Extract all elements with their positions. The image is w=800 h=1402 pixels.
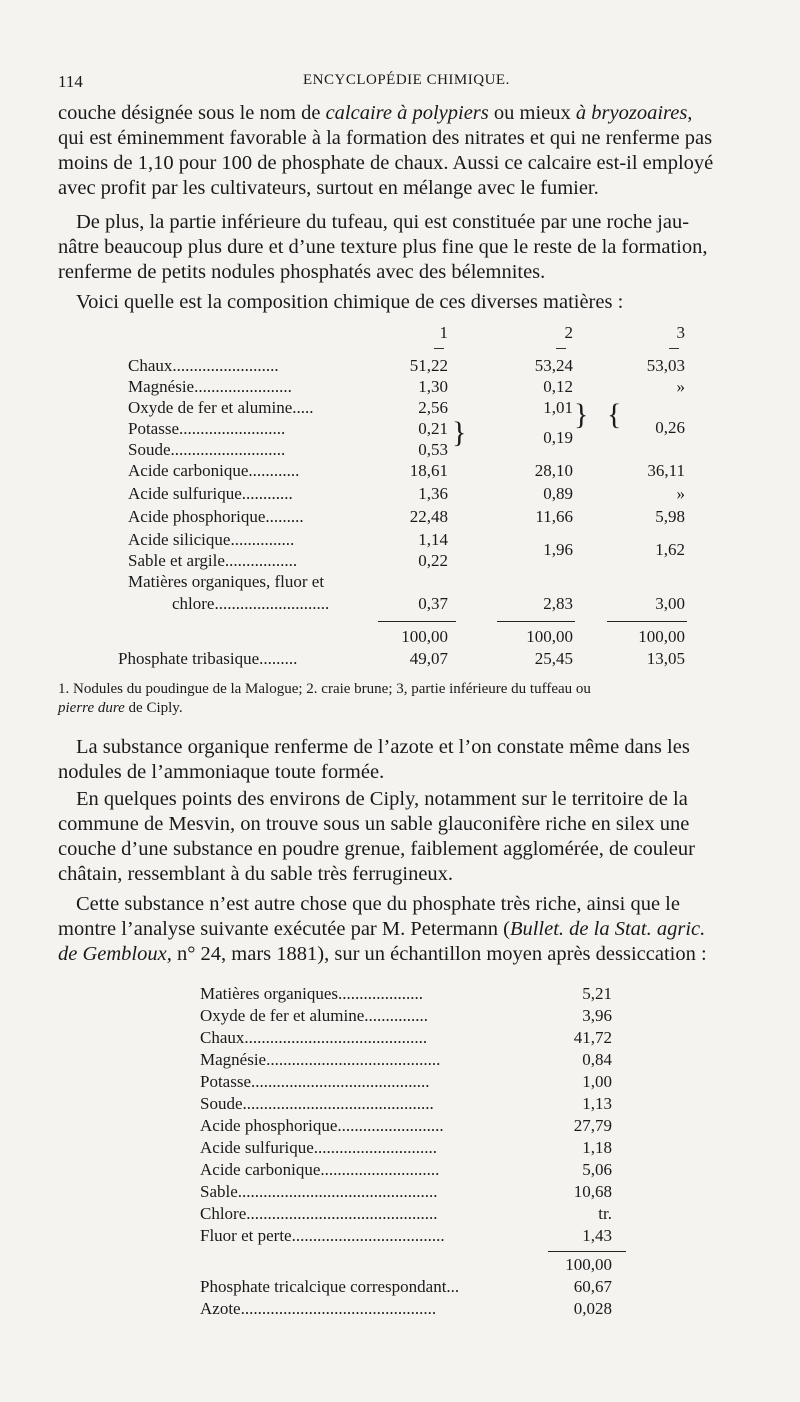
- table-cell-grouped: 1,62: [655, 540, 685, 559]
- table-row-label: Acide phosphorique.........: [128, 507, 304, 526]
- column-dash: [669, 348, 679, 349]
- analysis-value: 0,84: [582, 1050, 612, 1069]
- analysis-label: Acide sulfurique.............................: [200, 1138, 438, 1157]
- table-cell: 25,45: [534, 649, 573, 668]
- sum-rule: [497, 621, 575, 622]
- analysis-value: 10,68: [573, 1182, 612, 1201]
- table-cell: 1,14: [418, 530, 448, 549]
- analysis-label: Azote..............................................: [200, 1299, 437, 1318]
- text-line: châtain, ressemblant à du sable très ferrugineux.: [58, 863, 454, 885]
- analysis-label: Matières organiques....................: [200, 984, 424, 1003]
- table-cell: 2,56: [418, 398, 448, 417]
- text-line: nâtre beaucoup plus dure et d’une texture plus fine que le reste de la formation,: [58, 236, 708, 258]
- brace-glyph: }: [574, 398, 589, 431]
- analysis-label: Fluor et perte....................................: [200, 1226, 445, 1245]
- table-footnote: [58, 680, 768, 718]
- analysis-value: 1,00: [582, 1072, 612, 1091]
- analysis-label: Phosphate tricalcique correspondant...: [200, 1277, 460, 1296]
- table-row-label: chlore...........................: [172, 594, 330, 613]
- table-row-label: Potasse.........................: [128, 419, 286, 438]
- analysis-value: 1,18: [582, 1138, 612, 1157]
- table-cell: 28,10: [534, 461, 573, 480]
- column-dash: [434, 348, 444, 349]
- text-line: De plus, la partie inférieure du tufeau, qui est constituée par une roche jau-: [76, 211, 690, 233]
- table-row-label: Acide sulfurique............: [128, 484, 293, 503]
- analysis-value: 27,79: [573, 1116, 612, 1135]
- table-cell: 0,12: [543, 377, 573, 396]
- table-cell: 36,11: [647, 461, 685, 480]
- paragraph-petermann: [58, 892, 768, 970]
- table-total: 100,00: [526, 627, 573, 646]
- text-line: Cette substance n’est autre chose que du phosphate très riche, ainsi que le: [76, 893, 680, 915]
- table-cell: 53,03: [646, 356, 685, 375]
- text-line: avec profit par les cultivateurs, surtout en mélange avec le fumier.: [58, 177, 599, 199]
- table-row-label: Soude...........................: [128, 440, 286, 459]
- table-cell-grouped: 0,26: [655, 418, 685, 437]
- table-cell: 11,66: [535, 507, 573, 526]
- table-cell: 22,48: [409, 507, 448, 526]
- analysis-value: tr.: [598, 1204, 612, 1223]
- analysis-label: Acide phosphorique.........................: [200, 1116, 444, 1135]
- text-line: commune de Mesvin, on trouve sous un sable glauconifère riche en silex une: [58, 813, 690, 835]
- table-cell: 1,30: [418, 377, 448, 396]
- table-row-label: Chaux.........................: [128, 356, 279, 375]
- text-line: couche désignée sous le nom de calcaire à polypiers ou mieux à bryozoaires,: [58, 102, 693, 124]
- table-cell: 51,22: [409, 356, 448, 375]
- sum-rule: [548, 1251, 626, 1252]
- table-cell: 49,07: [409, 649, 448, 668]
- brace-glyph: }: [452, 416, 467, 449]
- text-line: nodules de l’ammoniaque toute formée.: [58, 761, 385, 783]
- paragraph-calcaire: [58, 101, 768, 203]
- table-row-label: Acide carbonique............: [128, 461, 300, 480]
- paragraph-composition-intro: [58, 290, 768, 316]
- analysis-label: Magnésie.........................................: [200, 1050, 441, 1069]
- page-number: 114: [58, 72, 83, 91]
- analysis-label: Potasse..........................................: [200, 1072, 430, 1091]
- analysis-value: 3,96: [582, 1006, 612, 1025]
- analysis-total: 100,00: [565, 1255, 612, 1274]
- sum-rule: [607, 621, 687, 622]
- analysis-value: 1,13: [582, 1094, 612, 1113]
- table-cell: »: [676, 377, 685, 396]
- table-total: 100,00: [401, 627, 448, 646]
- running-title: ENCYCLOPÉDIE CHIMIQUE.: [303, 72, 510, 88]
- table-cell: 18,61: [409, 461, 448, 480]
- text-line: montre l’analyse suivante exécutée par M. Petermann (Bullet. de la Stat. agric.: [58, 918, 706, 940]
- column-header-2: 2: [564, 323, 573, 342]
- table-cell: 53,24: [534, 356, 573, 375]
- text-line: couche d’une substance en poudre grenue, faiblement agglomérée, de couleur: [58, 838, 695, 860]
- analysis-label: Chlore.............................................: [200, 1204, 438, 1223]
- column-dash: [556, 348, 566, 349]
- brace-glyph: {: [607, 398, 622, 431]
- table-cell: 13,05: [646, 649, 685, 668]
- text-line: moins de 1,10 pour 100 de phosphate de chaux. Aussi ce calcaire est-il employé: [58, 152, 714, 174]
- table-cell: 0,53: [418, 440, 448, 459]
- page-header: [58, 72, 758, 96]
- text-line: En quelques points des environs de Ciply, notamment sur le territoire de la: [76, 788, 688, 810]
- analysis-value: 0,028: [573, 1299, 612, 1318]
- table-total: 100,00: [638, 627, 685, 646]
- analysis-value: 1,43: [582, 1226, 612, 1245]
- sum-rule: [378, 621, 456, 622]
- analysis-label: Acide carbonique............................: [200, 1160, 440, 1179]
- table-cell: 3,00: [655, 594, 685, 613]
- table-cell: 2,83: [543, 594, 573, 613]
- table-row-label: Sable et argile.................: [128, 551, 298, 570]
- table-row-label: Acide silicique...............: [128, 530, 295, 549]
- table-cell-grouped: 0,19: [543, 428, 573, 447]
- table-row-label: Matières organiques, fluor et: [128, 572, 325, 591]
- analysis-label: Soude.............................................: [200, 1094, 434, 1113]
- analysis-label: Oxyde de fer et alumine...............: [200, 1006, 429, 1025]
- table-row-label: Magnésie.......................: [128, 377, 292, 396]
- table-cell: 0,37: [418, 594, 448, 613]
- analysis-value: 5,06: [582, 1160, 612, 1179]
- table-cell-grouped: 1,96: [543, 540, 573, 559]
- footnote-line: pierre dure de Ciply.: [58, 700, 183, 716]
- text-line: La substance organique renferme de l’azote et l’on constate même dans les: [76, 736, 690, 758]
- column-header-1: 1: [439, 323, 448, 342]
- table-row-label: Phosphate tribasique.........: [118, 649, 298, 668]
- table-cell: »: [676, 484, 685, 503]
- analysis-label: Sable...............................................: [200, 1182, 438, 1201]
- text-line: qui est éminemment favorable à la formation des nitrates et qui ne renferme pas: [58, 127, 713, 149]
- table-cell: 1,36: [418, 484, 448, 503]
- table-row-label: Oxyde de fer et alumine.....: [128, 398, 314, 417]
- analysis-value: 41,72: [573, 1028, 612, 1047]
- paragraph-organique: [58, 735, 768, 787]
- text-line: Voici quelle est la composition chimique de ces diverses matières :: [76, 291, 624, 313]
- footnote-line: 1. Nodules du poudingue de la Malogue; 2. craie brune; 3, partie inférieure du tuffeau ou: [58, 681, 591, 697]
- table-cell: 0,89: [543, 484, 573, 503]
- table-cell: 0,21: [418, 419, 448, 438]
- analysis-value: 5,21: [582, 984, 612, 1003]
- text-line: renferme de petits nodules phosphatés avec des bélemnites.: [58, 261, 546, 283]
- paragraph-ciply: [58, 787, 768, 889]
- analysis-value: 60,67: [573, 1277, 612, 1296]
- column-header-3: 3: [676, 323, 685, 342]
- table-cell: 5,98: [655, 507, 685, 526]
- text-line: de Gembloux, n° 24, mars 1881), sur un échantillon moyen après dessiccation :: [58, 943, 707, 965]
- table-cell: 1,01: [543, 398, 573, 417]
- paragraph-tufeau: [58, 210, 768, 286]
- table-cell: 0,22: [418, 551, 448, 570]
- analysis-label: Chaux...........................................: [200, 1028, 428, 1047]
